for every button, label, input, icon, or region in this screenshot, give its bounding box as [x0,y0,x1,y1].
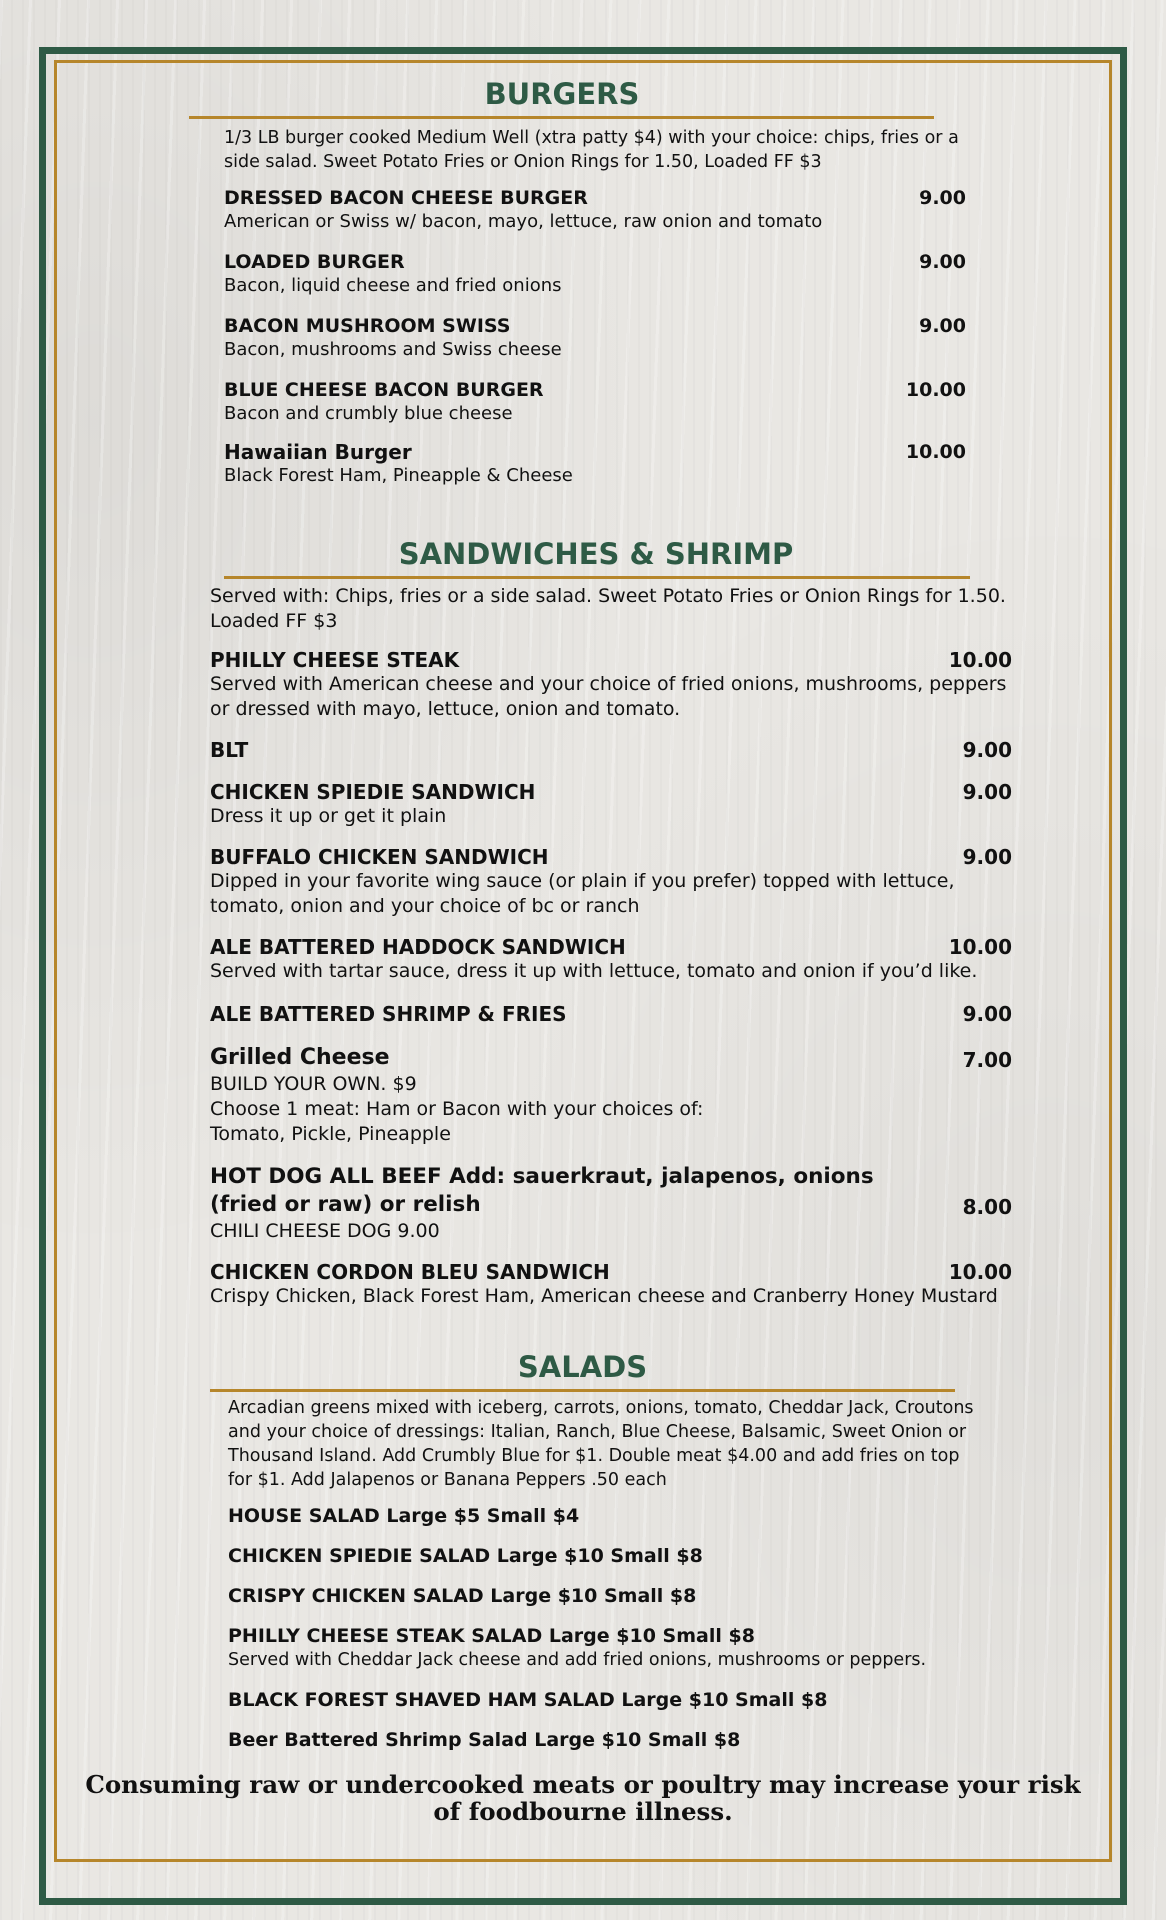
item-name: CHICKEN SPIEDIE SALAD Large $10 Small $8 [228,1545,703,1567]
item-description: American or Swiss w/ bacon, mayo, lettuce, raw onion and tomato [224,211,823,232]
item-name: Hawaiian Burger [224,440,412,464]
item-description: Crispy Chicken, Black Forest Ham, American cheese and Cranberry Honey Mustard [210,1285,998,1307]
item-description: Dress it up or get it plain [210,805,447,827]
salads-intro: Arcadian greens mixed with iceberg, carrots, onions, tomato, Cheddar Jack, Croutons and your choice of dressings: Italian, Ranch, Blue Cheese, Balsamic, Sweet Onion or Thousand Island. Add Crumbly Blue for $1. Double meat $4.00 and add fries on top for $1. Add Jalapenos or Banana Peppers .50 each [228,1398,974,1490]
menu-item [210,1002,1012,1026]
sandwiches-title: SANDWICHES & SHRIMP [398,537,794,571]
menu-item [210,1260,1012,1309]
menu-item [210,845,1012,919]
salads-section [228,1396,988,1752]
burgers-rule [189,116,934,119]
item-price: 10.00 [948,648,1012,672]
item-name: PHILLY CHEESE STEAK [210,648,460,672]
item-name: HOUSE SALAD Large $5 Small $4 [228,1505,580,1527]
menu-item [210,648,1012,722]
item-price: 7.00 [962,1048,1012,1072]
item-description: Bacon, mushrooms and Swiss cheese [224,339,562,360]
item-name: Grilled Cheese [210,1045,390,1070]
item-name: BLUE CHEESE BACON BURGER [224,379,544,401]
menu-item [224,378,966,426]
burgers-intro: 1/3 LB burger cooked Medium Well (xtra patty $4) with your choice: chips, fries or a side salad. Sweet Potato Fries or Onion Rings for 1.50, Loaded FF $3 [224,128,959,172]
item-price: 8.00 [962,1195,1012,1219]
item-description: BUILD YOUR OWN. $9 [210,1073,417,1095]
item-description: Black Forest Ham, Pineapple & Cheese [224,465,573,486]
menu-item [210,1163,1012,1244]
burgers-section [224,126,966,488]
item-price: 9.00 [962,780,1012,804]
item-description: Dipped in your favorite wing sauce (or plain if you prefer) topped with lettuce, tomato, onion and your choice of bc or ranch [210,870,955,917]
menu-item [228,1584,988,1608]
item-name: CHICKEN CORDON BLEU SANDWICH [210,1260,610,1284]
sandwiches-intro: Served with: Chips, fries or a side salad. Sweet Potato Fries or Onion Rings for 1.50. Loaded FF $3 [210,585,1006,632]
salads-rule [210,1389,955,1392]
item-price: 9.00 [919,315,966,337]
menu-item [228,1728,988,1752]
burgers-title: BURGERS [484,77,640,111]
salads-title: SALADS [517,1350,648,1384]
item-name: Beer Battered Shrimp Salad Large $10 Small $8 [228,1729,741,1751]
item-description: Served with American cheese and your choice of fried onions, mushrooms, peppers or dressed with mayo, lettuce, onion and tomato. [210,673,1007,720]
menu-item [224,186,966,234]
menu-item [210,1044,1012,1147]
menu-item [224,250,966,298]
item-price: 9.00 [962,738,1012,762]
item-name: PHILLY CHEESE STEAK SALAD Large $10 Small $8 [228,1625,755,1647]
menu-item [228,1688,988,1712]
menu-item [224,440,966,488]
item-name: CRISPY CHICKEN SALAD Large $10 Small $8 [228,1585,697,1607]
item-description: Bacon and crumbly blue cheese [224,403,513,424]
item-name: BLACK FOREST SHAVED HAM SALAD Large $10 Small $8 [228,1689,828,1711]
menu-item [210,738,1012,762]
item-name: BUFFALO CHICKEN SANDWICH [210,845,549,869]
item-price: 9.00 [962,1002,1012,1026]
item-price: 9.00 [919,187,966,209]
menu-item [210,935,1012,984]
item-description: CHILI CHEESE DOG 9.00 [210,1220,440,1242]
menu-item [228,1624,988,1672]
food-safety-notice: Consuming raw or undercooked meats or poultry may increase your risk of foodbourne illness. [85,1770,1081,1826]
item-price: 10.00 [905,441,966,463]
item-description: Choose 1 meat: Ham or Bacon with your choices of: [210,1098,704,1120]
item-description: Bacon, liquid cheese and fried onions [224,275,562,296]
item-name: ALE BATTERED HADDOCK SANDWICH [210,935,626,959]
item-name: BLT [210,738,249,762]
item-price: 9.00 [962,845,1012,869]
item-name: CHICKEN SPIEDIE SANDWICH [210,780,536,804]
item-name: ALE BATTERED SHRIMP & FRIES [210,1002,567,1026]
sandwiches-rule [224,576,970,579]
menu-item [228,1504,988,1528]
item-name: LOADED BURGER [224,251,405,273]
item-description: Tomato, Pickle, Pineapple [210,1123,451,1145]
item-price: 9.00 [919,251,966,273]
menu-item [210,780,1012,829]
menu-item [224,314,966,362]
item-price: 10.00 [948,935,1012,959]
item-name: BACON MUSHROOM SWISS [224,315,511,337]
sandwiches-section [210,584,1012,1309]
item-price: 10.00 [948,1260,1012,1284]
item-description: Served with tartar sauce, dress it up with lettuce, tomato and onion if you’d like. [210,960,978,982]
item-name: DRESSED BACON CHEESE BURGER [224,187,588,209]
item-description: Served with Cheddar Jack cheese and add fried onions, mushrooms or peppers. [228,1650,927,1670]
item-price: 10.00 [905,379,966,401]
item-name: HOT DOG ALL BEEF Add: sauerkraut, jalapenos, onions (fried or raw) or relish [210,1164,874,1217]
menu-item [228,1544,988,1568]
